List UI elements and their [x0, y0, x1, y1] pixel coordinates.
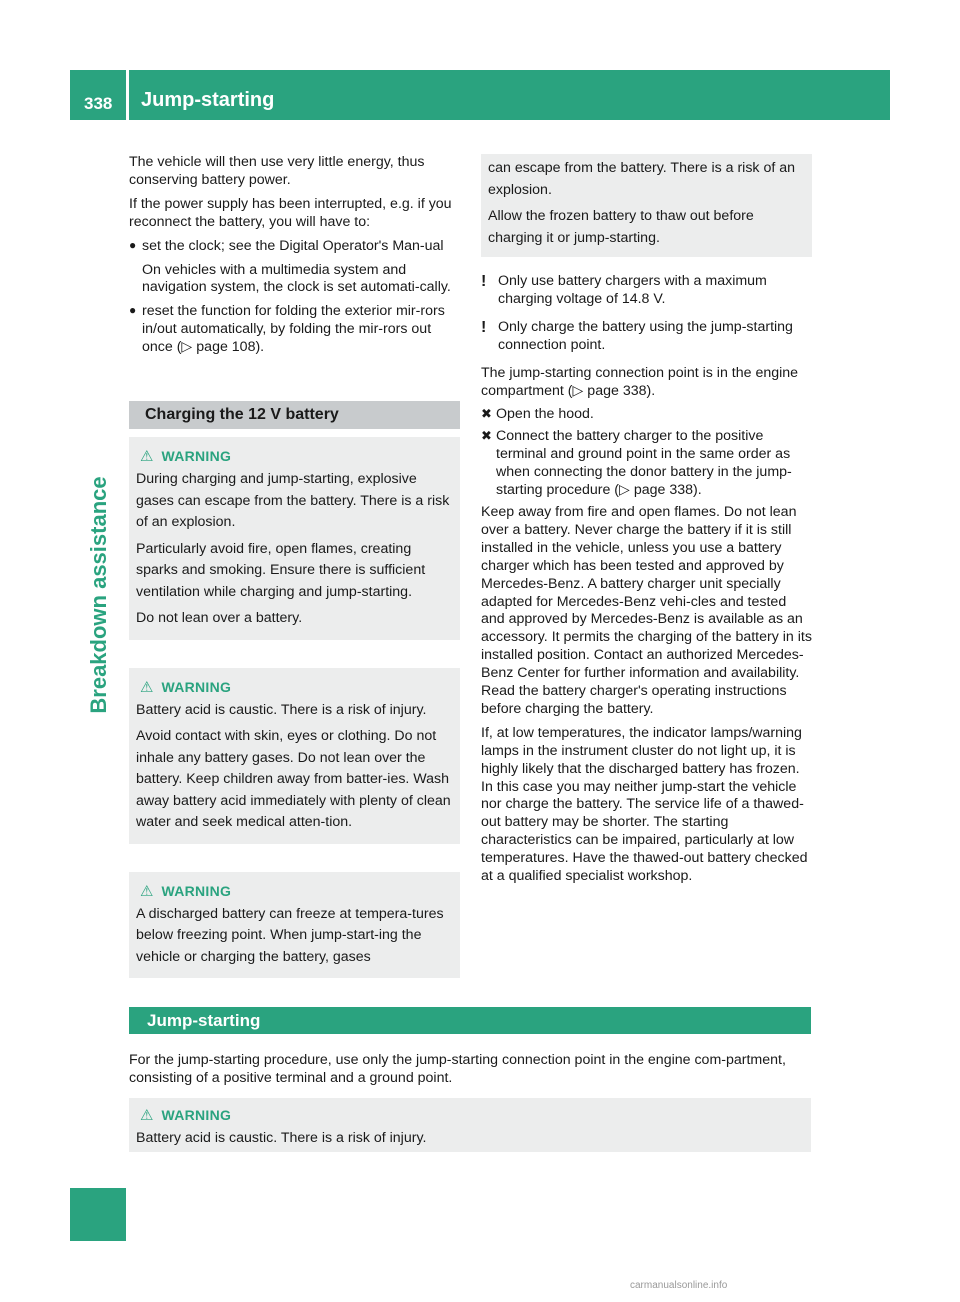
- warning-triangle-icon: ⚠: [140, 882, 154, 900]
- warning-box: [129, 437, 460, 640]
- left-column: [129, 154, 460, 1006]
- warning-text: Battery acid is caustic. There is a risk of injury.: [136, 1130, 427, 1146]
- subheading: Charging the 12 V battery: [129, 401, 460, 429]
- warning-header: [136, 882, 452, 900]
- warning-box-continued: [481, 154, 812, 257]
- header-separator: [126, 70, 129, 120]
- warning-text: Do not lean over a battery.: [136, 610, 303, 627]
- side-tab-marker: [70, 1188, 126, 1241]
- note-text: Only charge the battery using the jump-starting connection point.: [498, 318, 793, 353]
- warning-text: Allow the frozen battery to thaw out before charging it or jump-starting.: [488, 208, 754, 246]
- bullet-item: [129, 303, 460, 357]
- warning-text: can escape from the battery. There is a risk of an explosion.: [488, 160, 796, 198]
- step-arrow-icon: ✖: [481, 406, 492, 422]
- intro-paragraph: If the power supply has been interrupted, e.g. if you reconnect the battery, you will have to:: [129, 195, 452, 230]
- warning-box: [129, 872, 460, 979]
- warning-box: [129, 1098, 811, 1152]
- step-item: [481, 428, 812, 500]
- warning-header: [136, 1106, 803, 1124]
- step-arrow-icon: ✖: [481, 428, 492, 444]
- right-column: [481, 154, 812, 886]
- step-item: [481, 406, 812, 424]
- bullet-text: set the clock; see the Digital Operator's Man-ual: [142, 237, 444, 254]
- section-title: Jump-starting: [147, 1011, 261, 1030]
- warning-header: [136, 678, 452, 696]
- bullet-item: [129, 238, 460, 298]
- warning-title: WARNING: [161, 1107, 232, 1123]
- warning-triangle-icon: ⚠: [140, 448, 154, 466]
- warning-text: Battery acid is caustic. There is a risk of injury.: [136, 701, 427, 718]
- bullet-text: On vehicles with a multimedia system and navigation system, the clock is set automati-cally.: [142, 261, 451, 296]
- exclamation-icon: !: [481, 318, 487, 336]
- intro-paragraph: The vehicle will then use very little energy, thus conserving battery power.: [129, 154, 425, 188]
- step-text: Connect the battery charger to the positive terminal and ground point in the same order as when connecting the donor battery in the jump-starting procedure (▷ page 338).: [496, 428, 792, 499]
- bullet-icon: ●: [129, 237, 137, 252]
- step-text: Open the hood.: [496, 406, 594, 423]
- warning-title: WARNING: [161, 678, 232, 695]
- warning-box: [129, 668, 460, 844]
- warning-triangle-icon: ⚠: [140, 678, 154, 696]
- warning-text: A discharged battery can freeze at tempera-tures below freezing point. When jump-start-ing the vehicle or charging the battery, gases: [136, 905, 444, 965]
- note-item: [481, 319, 812, 355]
- body-paragraph: The jump-starting connection point is in the engine compartment (▷ page 338).: [481, 364, 799, 399]
- warning-triangle-icon: ⚠: [140, 1107, 154, 1124]
- exclamation-icon: !: [481, 273, 487, 290]
- bullet-text: reset the function for folding the exterior mir-rors in/out automatically, by folding the mir-rors out once (▷ page 108).: [142, 303, 445, 356]
- bullet-icon: ●: [129, 303, 137, 318]
- note-text: Only use battery chargers with a maximum charging voltage of 14.8 V.: [498, 273, 767, 307]
- section-text: For the jump-starting procedure, use only the jump-starting connection point in the engine com-partment, consisting of a positive terminal and a ground point.: [129, 1052, 786, 1086]
- note-item: [481, 273, 812, 309]
- page-number: 338: [84, 94, 113, 113]
- warning-header: [136, 447, 452, 465]
- side-section-label-text: Breakdown assistance: [86, 476, 111, 714]
- side-section-label: [84, 475, 114, 715]
- page-title: Jump-starting: [141, 89, 275, 111]
- warning-title: WARNING: [161, 448, 232, 465]
- warning-text: During charging and jump-starting, explosive gases can escape from the battery. There is a risk of an explosion.: [136, 471, 450, 531]
- warning-title: WARNING: [161, 882, 232, 899]
- body-paragraph: Keep away from fire and open flames. Do not lean over a battery. Never charge the battery if it is still installed in the vehicle, unless you use a battery charger which has been tested and approved by Mercedes-Benz. A battery charger unit specially adapted for Mercedes-Benz vehi-cles and tested and approved by Mercedes-Benz is available as an accessory. It permits the charging of the battery in its installed position. Contact an authorized Mercedes-Benz Center for further information and availability. Read the battery charger's operating instructions before charging the battery.: [481, 503, 812, 717]
- warning-text: Particularly avoid fire, open flames, creating sparks and smoking. Ensure there is sufficient ventilation while charging and jump-starting.: [136, 540, 426, 600]
- body-paragraph: If, at low temperatures, the indicator lamps/warning lamps in the instrument cluster do not light up, it is highly likely that the discharged battery has frozen. In this case you may neither jump-start the vehicle nor charge the battery. The service life of a thawed-out battery may be shorter. The starting characteristics can be impaired, particularly at low temperatures. Have the thawed-out battery checked at a qualified specialist workshop.: [481, 724, 808, 885]
- section-paragraph: [129, 1052, 811, 1088]
- footer-watermark[interactable]: carmanualsonline.info: [630, 1280, 728, 1291]
- warning-text: Avoid contact with skin, eyes or clothing. Do not inhale any battery gases. Do not lean over the battery. Keep children away from batter-ies. Wash away battery acid immediately with plenty of clean water and seek medical atten-tion.: [136, 728, 451, 831]
